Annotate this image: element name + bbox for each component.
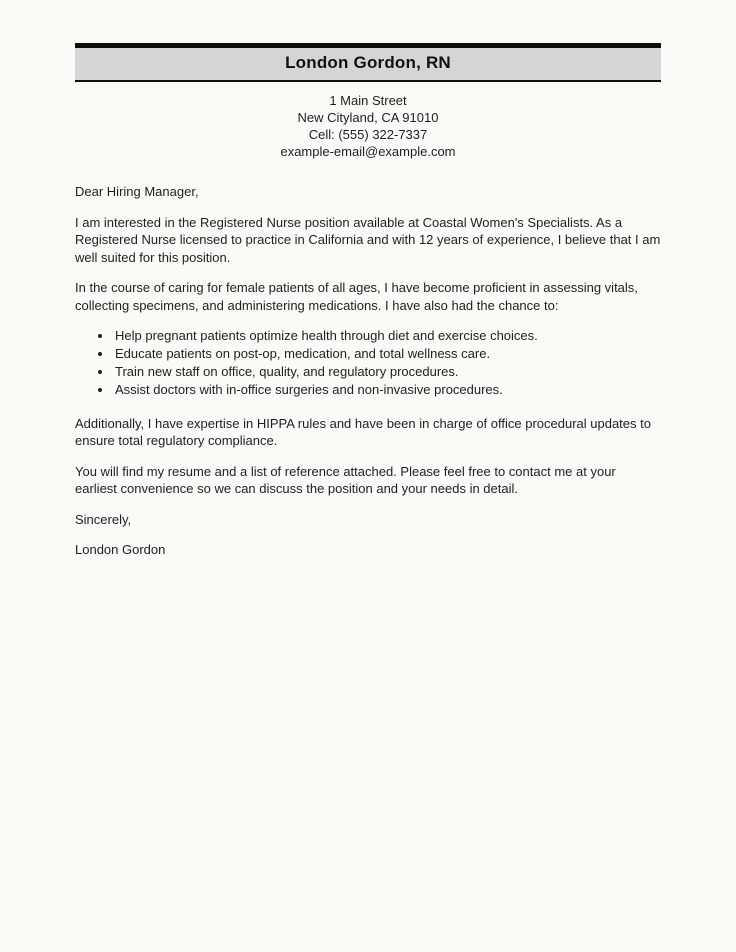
- letter-header-bar: [75, 43, 661, 82]
- bullet-item: • Assist doctors with in-office surgeries and non-invasive procedures.: [113, 381, 661, 399]
- bullet-item: • Educate patients on post-op, medication, and total wellness care.: [113, 345, 661, 363]
- contact-block: [75, 92, 661, 160]
- compliance-paragraph: Additionally, I have expertise in HIPPA rules and have been in charge of office procedural updates to ensure total regulatory compliance.: [75, 415, 651, 448]
- letter-body: [75, 183, 661, 559]
- salutation: Dear Hiring Manager,: [75, 184, 199, 199]
- signature-name: London Gordon: [75, 542, 166, 557]
- skills-bullet-list: [75, 327, 661, 399]
- bullet-item: • Train new staff on office, quality, and regulatory procedures.: [113, 363, 661, 381]
- call-to-action-paragraph: You will find my resume and a list of reference attached. Please feel free to contact me at your earliest convenience so we can discuss the position and your needs in detail.: [75, 463, 616, 496]
- intro-paragraph: I am interested in the Registered Nurse position available at Coastal Women's Specialists. As a Registered Nurse licensed to practice in California and with 12 years of experience, I believe that I am well suited for this position.: [75, 214, 661, 265]
- applicant-name-heading: London Gordon, RN: [285, 53, 451, 72]
- closing: Sincerely,: [75, 511, 132, 527]
- contact-address-street: 1 Main Street: [329, 93, 407, 108]
- experience-paragraph: In the course of caring for female patients of all ages, I have become proficient in assessing vitals, collecting specimens, and administering medications. I have also had the chance to:: [75, 280, 638, 313]
- bullet-item: • Help pregnant patients optimize health through diet and exercise choices.: [113, 327, 661, 345]
- contact-phone: Cell: (555) 322-7337: [308, 127, 428, 142]
- contact-address-city: New Cityland, CA 91010: [297, 110, 439, 125]
- contact-email: example-email@example.com: [280, 144, 456, 159]
